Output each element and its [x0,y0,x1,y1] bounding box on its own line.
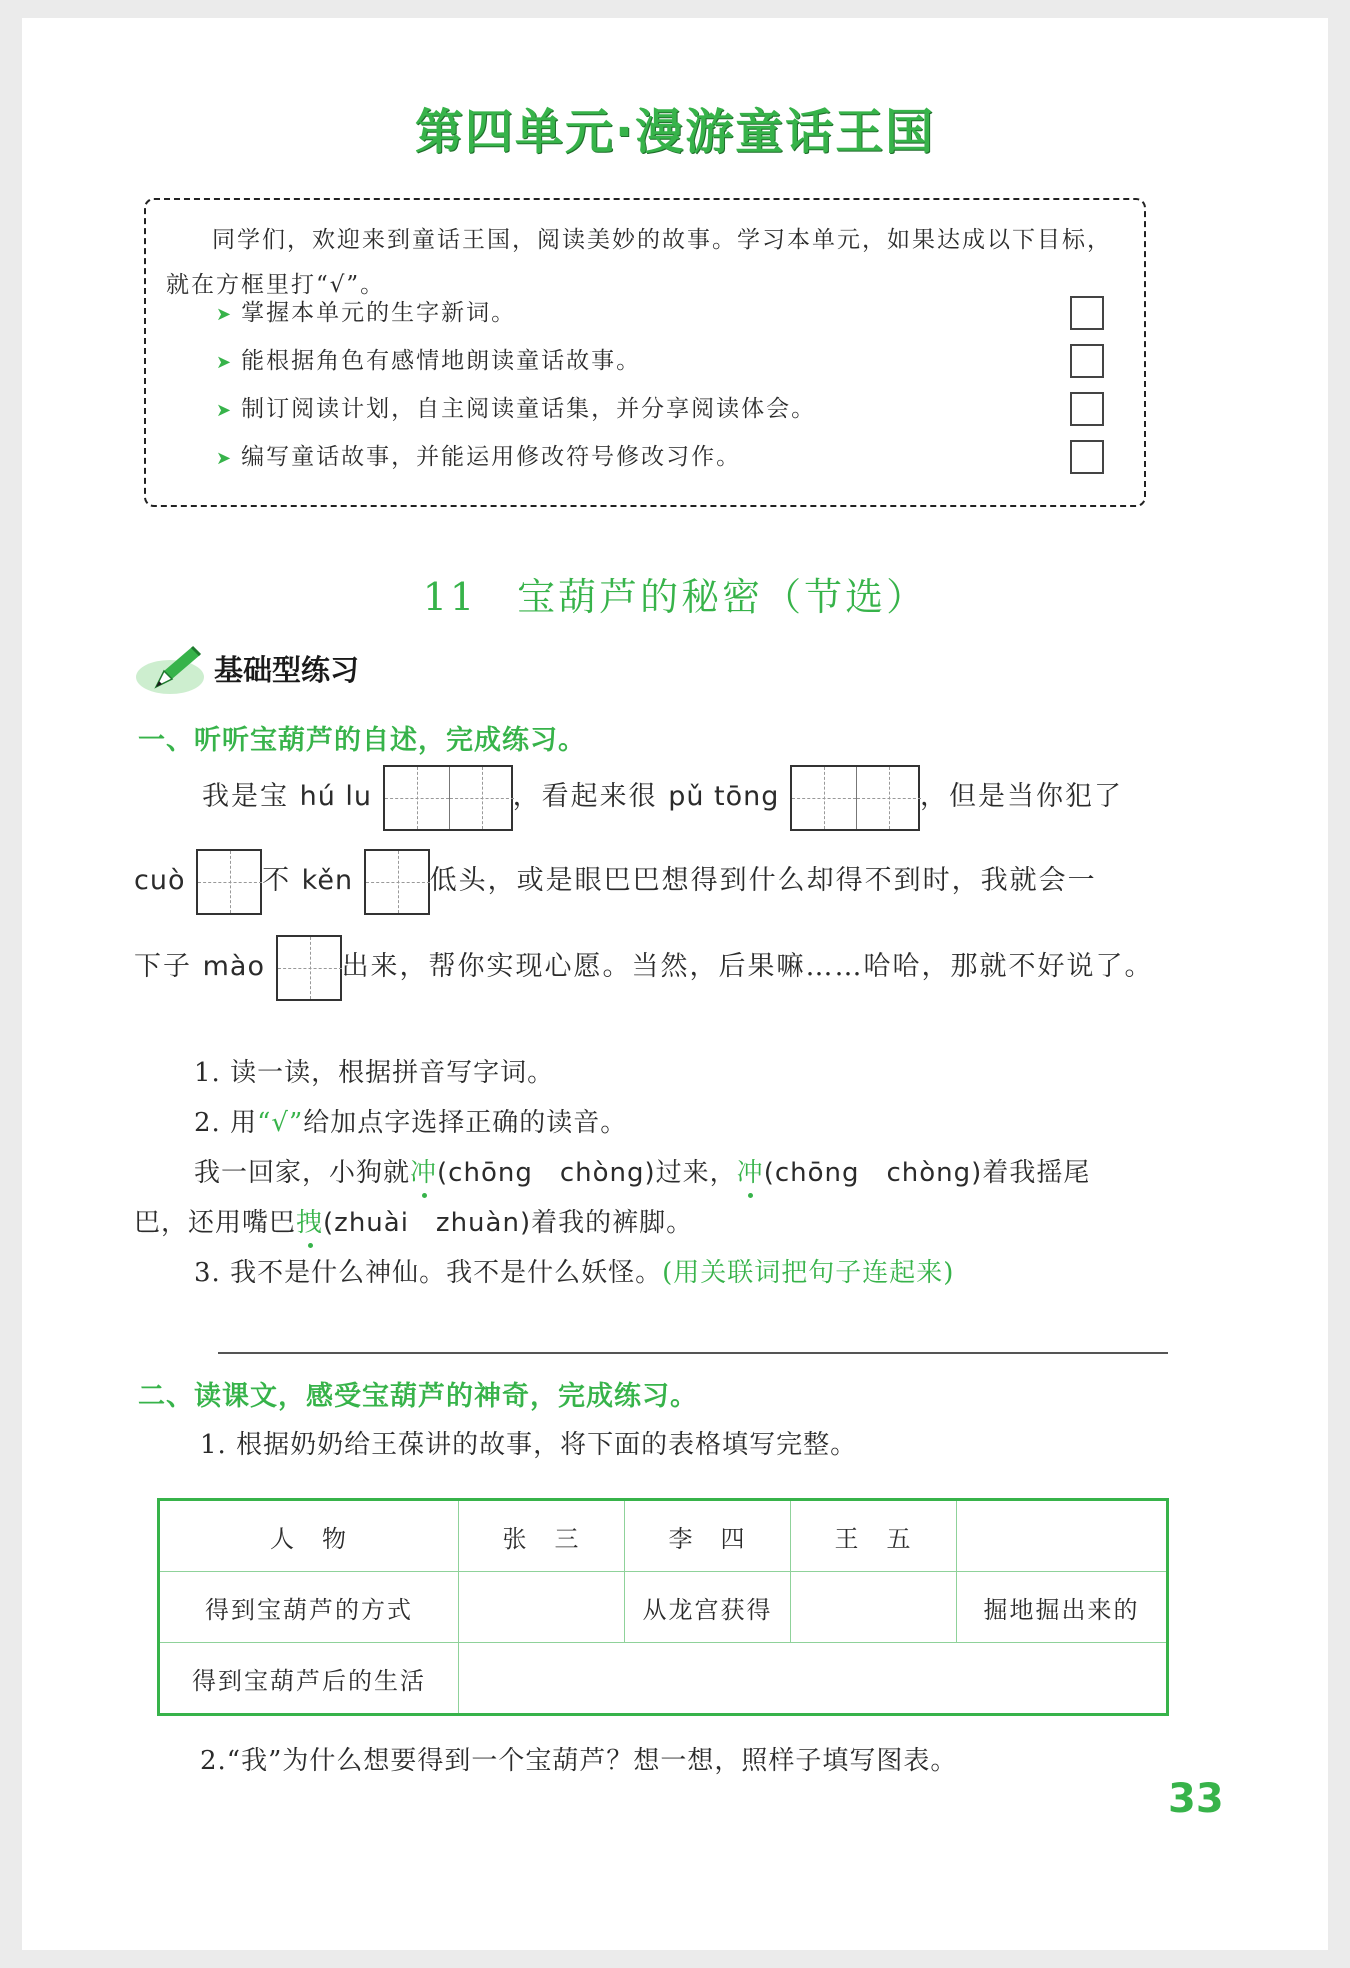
table-header-cell: 人 物 [159,1500,459,1572]
question-sentence: 我一回家，小狗就冲(chōng chòng)过来，冲(chōng chòng)着我摇尾 [194,1158,1091,1188]
writing-grid[interactable] [364,849,430,915]
pencil-icon [134,643,214,697]
pinyin-choice[interactable]: (chōng chòng) [763,1158,983,1188]
arrow-icon: ➤ [216,352,234,373]
passage-line: 下子 mào 出来，帮你实现心愿。当然，后果嘛……哈哈，那就不好说了。 [134,934,1154,1001]
answer-line[interactable] [218,1352,1168,1354]
table-header-cell: 李 四 [625,1500,791,1572]
writing-grid[interactable] [276,935,342,1001]
table-blank-cell[interactable] [957,1500,1168,1572]
arrow-icon: ➤ [216,304,234,325]
table-row-label: 得到宝葫芦后的生活 [159,1643,459,1715]
page-number: 33 [1168,1776,1224,1822]
writing-grid[interactable] [383,765,513,831]
goal-checkbox[interactable] [1070,296,1104,330]
question-sentence: 巴，还用嘴巴拽(zhuài zhuàn)着我的裤脚。 [134,1208,694,1238]
table-row-label: 得到宝葫芦的方式 [159,1572,459,1643]
dotted-char: 拽 [296,1208,324,1238]
pinyin: mào [202,951,265,982]
pinyin: kěn [301,865,354,896]
pinyin: hú lu [299,781,373,812]
arrow-icon: ➤ [216,400,234,421]
table-cell: 掘地掘出来的 [957,1572,1168,1643]
dotted-char: 冲 [410,1158,438,1188]
passage-line: cuò 不 kěn 低头，或是眼巴巴想得到什么却得不到时，我就会一 [134,848,1097,915]
pinyin-choice[interactable]: (zhuài zhuàn) [323,1208,532,1238]
question-item: 3. 我不是什么神仙。我不是什么妖怪。(用关联词把句子连起来) [194,1258,955,1288]
section-label: 基础型练习 [214,653,360,687]
pinyin: cuò [134,865,186,896]
pinyin: pǔ tōng [668,781,780,812]
goal-item: ➤ 制订阅读计划，自主阅读童话集，并分享阅读体会。 [216,396,817,422]
lesson-title: 11 宝葫芦的秘密（节选） [422,575,928,619]
story-table [157,1498,1169,1716]
table-blank-cell[interactable] [459,1572,625,1643]
goal-checkbox[interactable] [1070,440,1104,474]
goals-intro: 同学们，欢迎来到童话王国，阅读美妙的故事。学习本单元，如果达成以下目标，就在方框里打“√”。 [166,227,1112,298]
writing-grid[interactable] [790,765,920,831]
table-header-cell: 王 五 [791,1500,957,1572]
question-item: 1. 根据奶奶给王葆讲的故事，将下面的表格填写完整。 [200,1430,858,1460]
passage-line: 我是宝 hú lu ，看起来很 pǔ tōng ，但是当你犯了 [202,764,1123,831]
section-banner [134,643,394,697]
question-item: 2. 用“√”给加点字选择正确的读音。 [194,1108,628,1138]
dotted-char: 冲 [736,1158,764,1188]
goal-item: ➤ 掌握本单元的生字新词。 [216,300,517,326]
unit-title: 第四单元·漫游童话王国 [414,104,936,160]
arrow-icon: ➤ [216,448,234,469]
hint-text: (用关联词把句子连起来) [662,1258,955,1288]
goal-item: ➤ 能根据角色有感情地朗读童话故事。 [216,348,642,374]
question-heading: 二、读课文，感受宝葫芦的神奇，完成练习。 [138,1381,698,1412]
goal-checkbox[interactable] [1070,344,1104,378]
unit-goals-box [144,198,1146,507]
question-heading: 一、听听宝葫芦的自述，完成练习。 [138,725,586,756]
writing-grid[interactable] [196,849,262,915]
table-blank-cell[interactable] [791,1572,957,1643]
goal-checkbox[interactable] [1070,392,1104,426]
question-item: 1. 读一读，根据拼音写字词。 [194,1058,555,1088]
pinyin-choice[interactable]: (chōng chòng) [437,1158,656,1188]
table-cell: 从龙宫获得 [625,1572,791,1643]
table-blank-cell[interactable] [459,1643,1168,1715]
question-item: 2.“我”为什么想要得到一个宝葫芦？想一想，照样子填写图表。 [200,1746,958,1776]
table-header-cell: 张 三 [459,1500,625,1572]
workbook-page [22,18,1328,1950]
goal-item: ➤ 编写童话故事，并能运用修改符号修改习作。 [216,444,742,470]
